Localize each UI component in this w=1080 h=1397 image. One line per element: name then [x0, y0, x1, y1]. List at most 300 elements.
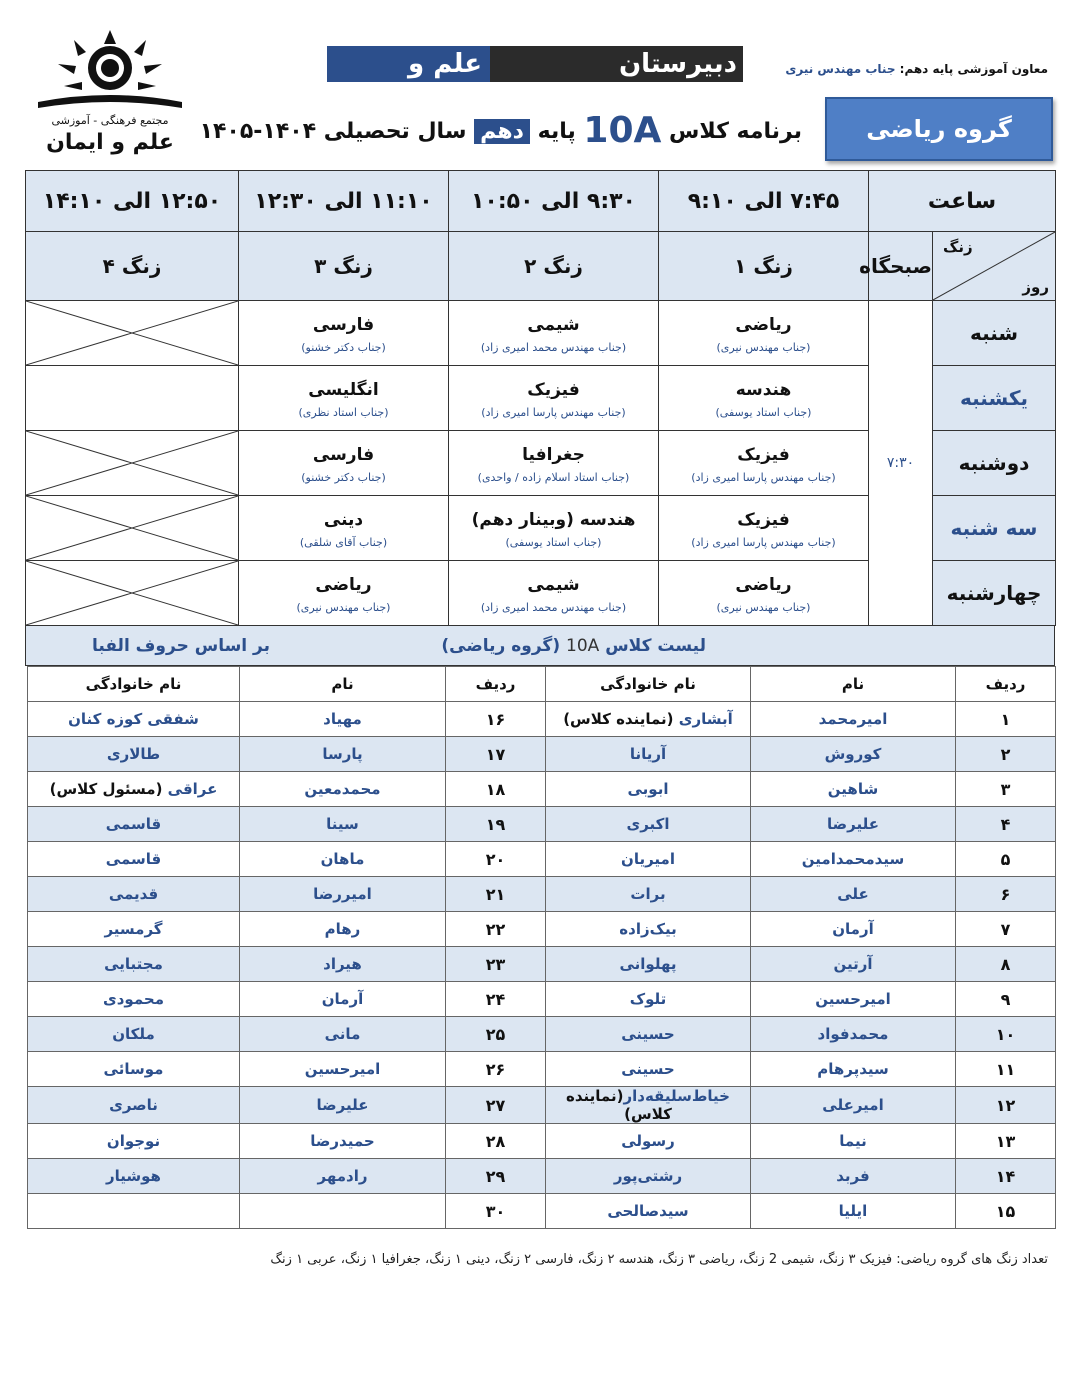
day-name: شنبه: [933, 301, 1056, 366]
last-name-cell: [546, 1194, 751, 1229]
last-name-cell: [28, 982, 240, 1017]
cross-out-icon: [26, 496, 238, 560]
empty-slot: [26, 431, 239, 496]
row-number: ۱۴: [995, 1166, 1016, 1186]
table-row: [28, 1017, 1056, 1052]
subject-name: ریاضی: [315, 575, 372, 595]
first-name: مانی: [324, 1025, 361, 1043]
last-name-cell: [28, 702, 240, 737]
last-name-cell: [546, 982, 751, 1017]
first-name-cell: [240, 702, 446, 737]
last-name-cell: [28, 842, 240, 877]
day-name: یکشنبه: [933, 366, 1056, 431]
first-name-cell: [751, 807, 956, 842]
first-name: آرمان: [832, 920, 874, 938]
students-table: [27, 666, 1056, 1229]
table-row: [28, 912, 1056, 947]
last-name-cell: [546, 1124, 751, 1159]
first-name-cell: [240, 842, 446, 877]
school-title-part2: علم و ایمان: [327, 46, 490, 82]
first-name-cell: [751, 877, 956, 912]
table-row: [28, 842, 1056, 877]
last-name-cell: [546, 912, 751, 947]
list-title-prefix: لیست کلاس: [605, 636, 706, 656]
last-name-cell: [546, 702, 751, 737]
row-number: ۱: [1000, 709, 1011, 729]
first-name-cell: [240, 877, 446, 912]
row-number-cell: [446, 772, 546, 807]
row-number-cell: [446, 982, 546, 1017]
slot-2: ۹:۳۰ الی ۱۰:۵۰: [449, 171, 659, 232]
row-number-cell: [956, 1052, 1056, 1087]
first-name: امیرحسین: [815, 990, 891, 1008]
table-row: [28, 807, 1056, 842]
subject-name: ریاضی: [735, 315, 792, 335]
row-number: ۲۳: [485, 954, 506, 974]
last-name-cell: [28, 1194, 240, 1229]
row-number: ۳: [1000, 779, 1011, 799]
row-number-cell: [446, 947, 546, 982]
first-name-cell: [240, 737, 446, 772]
class-cell: [239, 431, 449, 496]
class-cell: [449, 496, 659, 561]
first-name: امیررضا: [313, 885, 372, 903]
last-name-cell: [546, 1159, 751, 1194]
last-name: بیک‌زاده: [619, 920, 677, 938]
last-name-cell: [28, 1017, 240, 1052]
last-name-cell: [546, 1017, 751, 1052]
subject-name: هندسه: [735, 380, 792, 400]
cross-out-icon: [26, 431, 238, 495]
last-name: تلوک: [629, 990, 667, 1008]
program-title: [199, 110, 802, 151]
subject-name: فیزیک: [737, 445, 790, 465]
cross-out-icon: [26, 561, 238, 625]
last-name-cell: [28, 772, 240, 807]
row-number-cell: [956, 1017, 1056, 1052]
last-name-cell: [546, 1052, 751, 1087]
row-number: ۱۶: [485, 709, 506, 729]
row-number: ۲۸: [485, 1131, 506, 1151]
teacher-name: (جناب مهندس پارسا امیری زاد): [691, 471, 836, 484]
row-number-cell: [956, 807, 1056, 842]
last-name: ابوبی: [627, 780, 669, 798]
row-number: ۲۶: [485, 1059, 506, 1079]
first-name-cell: [240, 1052, 446, 1087]
slot-3: ۱۱:۱۰ الی ۱۲:۳۰: [239, 171, 449, 232]
teacher-name: (جناب مهندس نیری): [296, 601, 391, 614]
class-cell: [659, 301, 869, 366]
row-number-cell: [956, 842, 1056, 877]
class-cell: [449, 366, 659, 431]
first-name: علیرضا: [316, 1096, 369, 1114]
first-name: آرمان: [321, 990, 364, 1008]
row-number: ۲۹: [485, 1166, 506, 1186]
day-name: چهارشنبه: [933, 561, 1056, 626]
last-name: حسینی: [621, 1025, 675, 1043]
table-row: [28, 1087, 1056, 1124]
row-number-cell: [446, 1159, 546, 1194]
school-logo: [30, 28, 190, 158]
class-list-title: [25, 626, 1055, 666]
subject-name: فارسی: [312, 315, 375, 335]
last-name: قاسمی: [105, 850, 162, 868]
first-name-cell: [240, 1159, 446, 1194]
first-name: آرتین: [833, 955, 873, 973]
row-number-cell: [956, 1159, 1056, 1194]
hour-label: ساعت: [869, 171, 1056, 232]
program-prefix: برنامه کلاس: [669, 119, 802, 144]
morning-time: ۷:۳۰: [869, 301, 933, 626]
empty-slot: [26, 496, 239, 561]
row-number-cell: [446, 1052, 546, 1087]
last-name: شفقی کوزه کنان: [68, 710, 199, 728]
row-number: ۱۵: [995, 1201, 1016, 1221]
class-cell: [239, 301, 449, 366]
row-number-cell: [446, 702, 546, 737]
row-number: ۱۸: [485, 779, 506, 799]
row-number: ۱۹: [485, 814, 506, 834]
teacher-name: (جناب مهندس نیری): [716, 341, 811, 354]
class-cell: [449, 431, 659, 496]
empty-slot: [26, 366, 239, 431]
table-row: [28, 877, 1056, 912]
teacher-name: (جناب استاد یوسفی): [715, 406, 812, 419]
last-name: ناصری: [109, 1096, 158, 1114]
list-title-class: 10A: [566, 636, 600, 656]
bell-count-footer: تعداد زنگ های گروه ریاضی: فیزیک ۳ زنگ، شیمی 2 زنگ، ریاضی ۳ زنگ، هندسه ۲ زنگ، فارسی ۲ زنگ، دینی ۱ زنگ، جغرافیا ۱ زنگ، عربی ۱ زنگ: [270, 1252, 1048, 1267]
last-name-cell: [546, 737, 751, 772]
col-first-header: نام: [240, 667, 446, 702]
subject-name: فارسی: [312, 445, 375, 465]
row-number: ۱۷: [485, 744, 506, 764]
first-name-cell: [751, 1052, 956, 1087]
last-name: هوشیار: [106, 1167, 161, 1185]
row-number: ۷: [1000, 919, 1011, 939]
last-name: ملکان: [112, 1025, 155, 1043]
first-name-cell: [751, 737, 956, 772]
row-number: ۹: [1000, 989, 1011, 1009]
last-name: امیریان: [621, 850, 675, 868]
table-row: [28, 1124, 1056, 1159]
role-note: (نماینده کلاس): [563, 710, 679, 728]
first-name: فربد: [836, 1167, 870, 1185]
last-name-cell: [546, 772, 751, 807]
subject-name: هندسه (وبینار دهم): [471, 510, 636, 530]
class-cell: [659, 366, 869, 431]
teacher-name: (جناب مهندس پارسا امیری زاد): [481, 406, 626, 419]
first-name: شاهین: [827, 780, 879, 798]
first-name: هیراد: [323, 955, 362, 973]
last-name-cell: [28, 947, 240, 982]
teacher-name: (جناب مهندس نیری): [716, 601, 811, 614]
row-number-cell: [956, 1194, 1056, 1229]
row-number-cell: [446, 912, 546, 947]
teacher-name: (جناب استاد نظری): [298, 406, 389, 419]
last-name-cell: [28, 1052, 240, 1087]
last-name: سیدصالحی: [607, 1202, 689, 1220]
row-number-cell: [446, 877, 546, 912]
subject-name: فیزیک: [737, 510, 790, 530]
bell-1: زنگ ۱: [659, 232, 869, 301]
deputy-label: معاون آموزشی پایه دهم:: [899, 62, 1048, 76]
cross-out-icon: [26, 301, 238, 365]
last-name: رشتی‌پور: [613, 1167, 683, 1185]
row-number-cell: [956, 1124, 1056, 1159]
teacher-name: (جناب استاد اسلام زاده / واحدی): [477, 471, 630, 484]
slot-4: ۱۲:۵۰ الی ۱۴:۱۰: [26, 171, 239, 232]
row-number: ۲۲: [485, 919, 506, 939]
row-number: ۲۴: [485, 989, 506, 1009]
corner-bell-label: زنگ: [943, 238, 973, 256]
first-name: امیرعلی: [822, 1096, 884, 1114]
role-note: (مسئول کلاس): [49, 780, 168, 798]
row-number-cell: [446, 1017, 546, 1052]
first-name: سینا: [326, 815, 359, 833]
first-name-cell: [240, 947, 446, 982]
day-name: دوشنبه: [933, 431, 1056, 496]
col-last-header: نام خانوادگی: [28, 667, 240, 702]
first-name: علی: [837, 885, 869, 903]
row-number: ۵: [1000, 849, 1011, 869]
last-name: پهلوانی: [619, 955, 677, 973]
table-row: [28, 737, 1056, 772]
bell-day-corner: [933, 232, 1056, 301]
row-number-cell: [956, 982, 1056, 1017]
grade-label: پایه: [537, 119, 576, 144]
corner-day-label: روز: [1022, 278, 1049, 296]
list-order-note: بر اساس حروف الفبا: [92, 636, 271, 656]
empty-slot: [26, 301, 239, 366]
schedule-table: [25, 170, 1056, 626]
first-name: محمدمعین: [304, 780, 381, 798]
first-name: مهیاد: [323, 710, 362, 728]
first-name-cell: [240, 807, 446, 842]
row-number: ۱۰: [995, 1024, 1016, 1044]
first-name-cell: [240, 1124, 446, 1159]
first-name: محمدفواد: [817, 1025, 889, 1043]
last-name: آبشاری: [678, 710, 733, 728]
slot-1: ۷:۴۵ الی ۹:۱۰: [659, 171, 869, 232]
deputy-name: جناب مهندس نیری: [785, 62, 896, 76]
table-row: [28, 1159, 1056, 1194]
col-row-header: ردیف: [956, 667, 1056, 702]
teacher-name: (جناب مهندس پارسا امیری زاد): [691, 536, 836, 549]
first-name-cell: [751, 1017, 956, 1052]
table-row: [28, 702, 1056, 737]
subject-name: شیمی: [527, 315, 580, 335]
row-number-cell: [956, 912, 1056, 947]
last-name: گرمسیر: [104, 920, 163, 938]
first-name: امیرحسین: [304, 1060, 381, 1078]
first-name-cell: [240, 1017, 446, 1052]
subject-name: شیمی: [527, 575, 580, 595]
last-name: آریانا: [629, 745, 667, 763]
row-number: ۱۲: [995, 1095, 1016, 1115]
empty-slot: [26, 561, 239, 626]
deputy-info: [785, 62, 1048, 76]
last-name: قدیمی: [108, 885, 159, 903]
first-name-cell: [240, 1194, 446, 1229]
last-name-cell: [546, 842, 751, 877]
bell-2: زنگ ۲: [449, 232, 659, 301]
last-name-cell: [28, 1124, 240, 1159]
col-row-header: ردیف: [446, 667, 546, 702]
class-cell: [659, 496, 869, 561]
class-cell: [659, 561, 869, 626]
last-name: محمودی: [102, 990, 164, 1008]
logo-emblem-icon: [30, 28, 190, 116]
first-name: حمیدرضا: [310, 1132, 375, 1150]
row-number-cell: [446, 1124, 546, 1159]
last-name: موسائی: [103, 1060, 164, 1078]
day-name: سه شنبه: [933, 496, 1056, 561]
first-name-cell: [240, 772, 446, 807]
group-button[interactable]: گروه ریاضی: [825, 97, 1053, 161]
teacher-name: (جناب مهندس محمد امیری زاد): [480, 601, 627, 614]
row-number-cell: [956, 947, 1056, 982]
row-number-cell: [446, 842, 546, 877]
last-name: نوجوان: [106, 1132, 161, 1150]
first-name: رهام: [324, 920, 361, 938]
logo-caption: مجتمع فرهنگی - آموزشی: [51, 114, 169, 127]
row-number: ۲: [1000, 744, 1011, 764]
table-row: [28, 1052, 1056, 1087]
first-name-cell: [751, 1194, 956, 1229]
first-name-cell: [751, 912, 956, 947]
row-number: ۲۱: [485, 884, 506, 904]
last-name: قاسمی: [105, 815, 162, 833]
last-name-cell: [28, 1087, 240, 1124]
teacher-name: (جناب دکتر خشنو): [301, 341, 386, 354]
bell-4: زنگ ۴: [26, 232, 239, 301]
last-name-cell: [546, 1087, 751, 1124]
row-number-cell: [956, 737, 1056, 772]
class-code: 10A: [583, 110, 662, 151]
row-number-cell: [956, 877, 1056, 912]
school-title: [327, 46, 743, 115]
first-name: رادمهر: [317, 1167, 368, 1185]
subject-name: انگلیسی: [308, 380, 379, 400]
last-name: مجتبایی: [104, 955, 163, 973]
year-label: سال تحصیلی ۱۴۰۴-۱۴۰۵: [199, 119, 467, 144]
col-last-header: نام خانوادگی: [546, 667, 751, 702]
row-number-cell: [446, 1194, 546, 1229]
first-name-cell: [240, 982, 446, 1017]
first-name-cell: [751, 772, 956, 807]
role-note: (نماینده کلاس): [566, 1087, 672, 1123]
first-name: سیدمحمدامین: [801, 850, 905, 868]
row-number: ۸: [1000, 954, 1011, 974]
table-row: [28, 1194, 1056, 1229]
class-cell: [239, 366, 449, 431]
row-number: ۲۷: [485, 1095, 506, 1115]
teacher-name: (جناب دکتر خشنو): [301, 471, 386, 484]
table-row: [28, 947, 1056, 982]
logo-brand: علم و ایمان: [46, 130, 174, 155]
first-name-cell: [751, 1124, 956, 1159]
table-row: [28, 982, 1056, 1017]
grade-value: دهم: [474, 119, 530, 144]
first-name: پارسا: [322, 745, 363, 763]
row-number: ۲۰: [485, 849, 506, 869]
row-number: ۶: [1000, 884, 1011, 904]
first-name-cell: [751, 1159, 956, 1194]
first-name: سیدپرهام: [817, 1060, 889, 1078]
row-number-cell: [446, 1087, 546, 1124]
last-name-cell: [28, 877, 240, 912]
last-name-cell: [546, 877, 751, 912]
last-name: برات: [630, 885, 666, 903]
last-name-cell: [28, 912, 240, 947]
last-name: طالاری: [106, 745, 161, 763]
first-name-cell: [751, 947, 956, 982]
subject-name: ریاضی: [735, 575, 792, 595]
class-cell: [659, 431, 869, 496]
class-cell: [239, 496, 449, 561]
first-name: علیرضا: [827, 815, 879, 833]
last-name-cell: [546, 807, 751, 842]
last-name-cell: [546, 947, 751, 982]
first-name: کوروش: [824, 745, 882, 763]
class-cell: [449, 301, 659, 366]
row-number: ۴: [1000, 814, 1011, 834]
first-name: امیرمحمد: [818, 710, 888, 728]
last-name-cell: [28, 807, 240, 842]
subject-name: جغرافیا: [522, 445, 585, 465]
last-name: حسینی: [621, 1060, 675, 1078]
first-name: ایلیا: [838, 1202, 868, 1220]
bell-3: زنگ ۳: [239, 232, 449, 301]
row-number: ۱۳: [995, 1131, 1016, 1151]
class-cell: [449, 561, 659, 626]
first-name-cell: [751, 842, 956, 877]
row-number: ۲۵: [485, 1024, 506, 1044]
first-name-cell: [751, 1087, 956, 1124]
table-row: [28, 772, 1056, 807]
teacher-name: (جناب استاد یوسفی): [505, 536, 602, 549]
first-name-cell: [240, 1087, 446, 1124]
row-number: ۳۰: [485, 1201, 506, 1221]
row-number-cell: [446, 737, 546, 772]
class-cell: [239, 561, 449, 626]
first-name-cell: [240, 912, 446, 947]
col-first-header: نام: [751, 667, 956, 702]
last-name-cell: [28, 1159, 240, 1194]
subject-name: فیزیک: [527, 380, 580, 400]
first-name-cell: [751, 982, 956, 1017]
teacher-name: (جناب مهندس محمد امیری زاد): [480, 341, 627, 354]
first-name: نیما: [839, 1132, 867, 1150]
first-name: ماهان: [320, 850, 365, 868]
last-name: اکبری: [626, 815, 670, 833]
row-number: ۱۱: [995, 1059, 1016, 1079]
list-heading: [441, 636, 706, 656]
last-name: خیاط‌سلیقه‌دار: [623, 1087, 730, 1105]
morning-label: صبحگاه: [869, 232, 933, 301]
row-number-cell: [956, 772, 1056, 807]
last-name-cell: [28, 737, 240, 772]
list-title-suffix: (گروه ریاضی): [441, 636, 561, 656]
subject-name: دینی: [323, 510, 364, 530]
row-number-cell: [956, 702, 1056, 737]
row-number-cell: [446, 807, 546, 842]
first-name-cell: [751, 702, 956, 737]
teacher-name: (جناب آقای شلقی): [299, 536, 388, 549]
school-title-part1: دبیرستان غیردولتی: [490, 46, 743, 82]
last-name: عراقی: [167, 780, 218, 798]
row-number-cell: [956, 1087, 1056, 1124]
